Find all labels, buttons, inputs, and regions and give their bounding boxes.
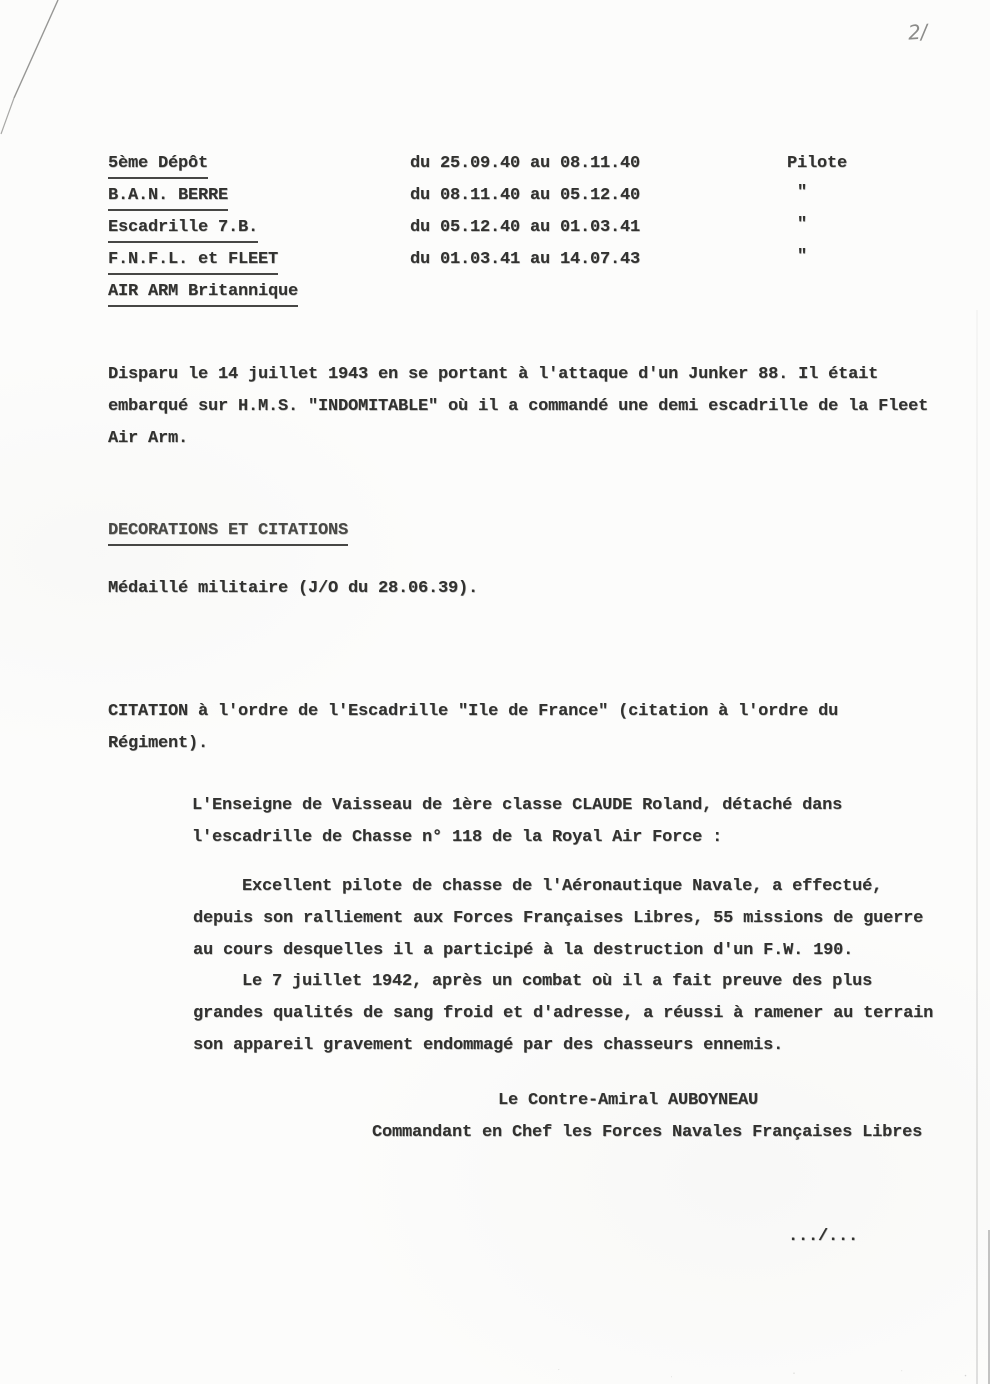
addressee-line: l'escadrille de Chasse n° 118 de la Royal Air Force : bbox=[192, 828, 723, 847]
paragraph-line: Disparu le 14 juillet 1943 en se portant à l'attaque d'un Junker 88. Il était bbox=[108, 365, 879, 384]
signature-line: Le Contre-Amiral AUBOYNEAU bbox=[498, 1091, 759, 1110]
citation-body-line: depuis son ralliement aux Forces Françaises Libres, 55 missions de guerre bbox=[193, 909, 924, 928]
service-period: du 25.09.40 au 08.11.40 bbox=[410, 154, 641, 173]
paragraph-line: embarqué sur H.M.S. "INDOMITABLE" où il a commandé une demi escadrille de la Fleet bbox=[108, 397, 929, 416]
medaille-line: Médaillé militaire (J/O du 28.06.39). bbox=[108, 579, 479, 598]
service-role-ditto: " bbox=[797, 215, 808, 234]
citation-body-line: son appareil gravement endommagé par des chasseurs ennemis. bbox=[193, 1036, 784, 1055]
citation-body-line: Excellent pilote de chasse de l'Aéronautique Navale, a effectué, bbox=[242, 877, 883, 896]
service-role-ditto: " bbox=[797, 247, 808, 266]
service-period: du 05.12.40 au 01.03.41 bbox=[410, 218, 641, 237]
service-role: Pilote bbox=[787, 154, 848, 173]
service-unit: B.A.N. BERRE bbox=[108, 185, 228, 211]
page-number: 2/ bbox=[907, 19, 928, 45]
service-period: du 08.11.40 au 05.12.40 bbox=[410, 186, 641, 205]
citation-body-line: Le 7 juillet 1942, après un combat où il a fait preuve des plus bbox=[242, 972, 873, 991]
citation-intro-line: CITATION à l'ordre de l'Escadrille "Ile de France" (citation à l'ordre du bbox=[108, 702, 839, 721]
service-unit: 5ème Dépôt bbox=[108, 153, 208, 179]
scan-noise bbox=[500, 1360, 990, 1384]
fold-crease-line bbox=[0, 0, 90, 150]
service-unit: F.N.F.L. et FLEET bbox=[108, 249, 278, 275]
service-unit: Escadrille 7.B. bbox=[108, 217, 258, 243]
decorations-heading: DECORATIONS ET CITATIONS bbox=[108, 520, 348, 546]
service-role-ditto: " bbox=[797, 183, 808, 202]
citation-intro-line: Régiment). bbox=[108, 734, 209, 753]
citation-body-line: grandes qualités de sang froid et d'adresse, a réussi à ramener au terrain bbox=[193, 1004, 934, 1023]
citation-body-line: au cours desquelles il a participé à la destruction d'un F.W. 190. bbox=[193, 941, 854, 960]
continuation-mark: .../... bbox=[788, 1227, 859, 1246]
addressee-line: L'Enseigne de Vaisseau de 1ère classe CLAUDE Roland, détaché dans bbox=[192, 796, 843, 815]
paragraph-line: Air Arm. bbox=[108, 429, 189, 448]
service-unit: AIR ARM Britannique bbox=[108, 281, 298, 307]
page-edge-shadow bbox=[976, 310, 978, 1384]
signature-line: Commandant en Chef les Forces Navales Françaises Libres bbox=[372, 1123, 923, 1142]
service-period: du 01.03.41 au 14.07.43 bbox=[410, 250, 641, 269]
